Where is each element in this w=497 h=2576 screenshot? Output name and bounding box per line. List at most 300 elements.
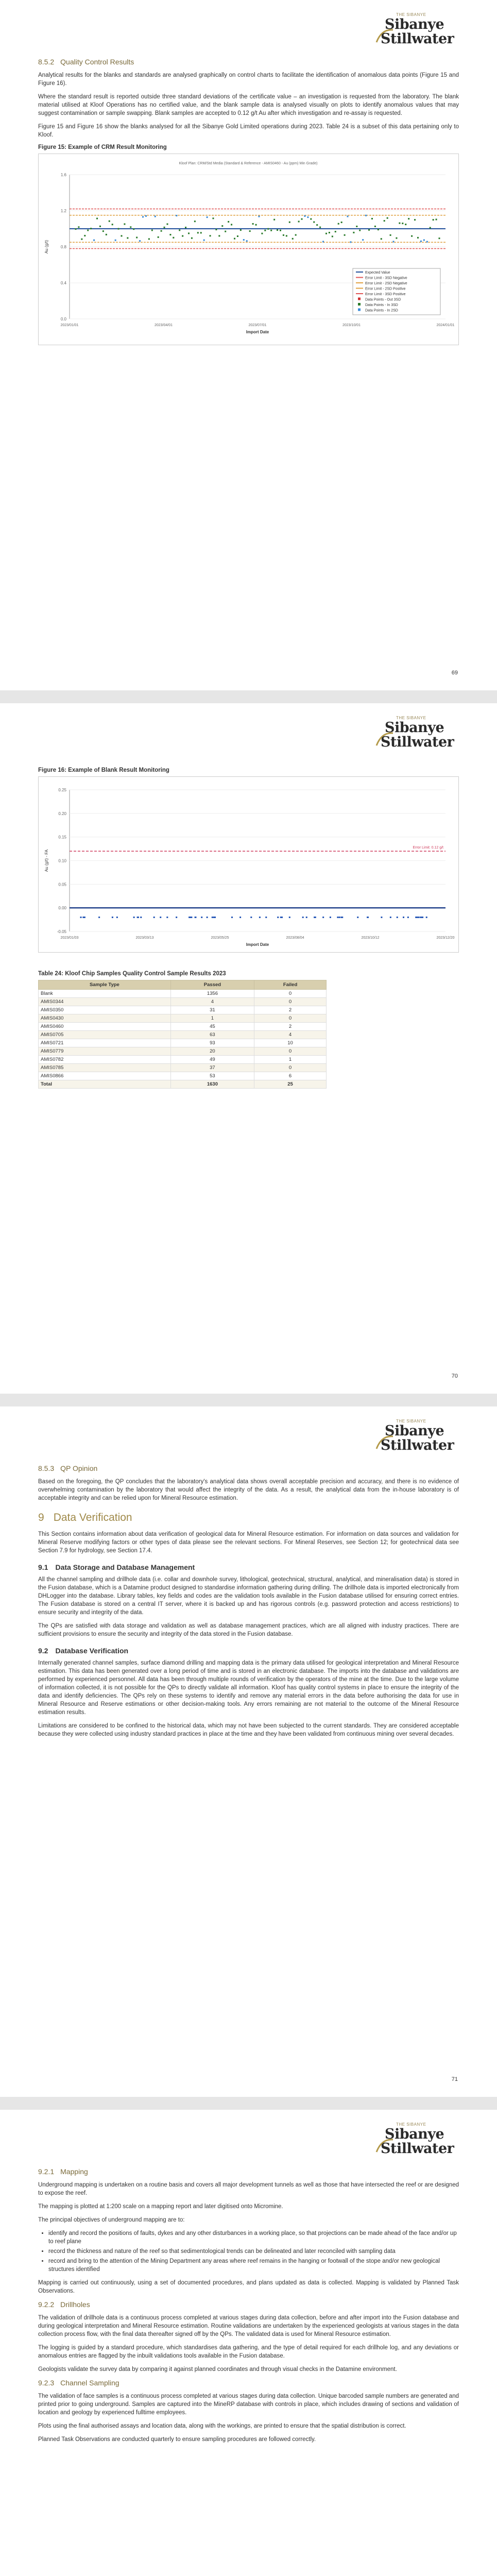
table-row [39, 1039, 327, 1047]
data-point [341, 222, 342, 223]
data-point [420, 241, 422, 242]
table-cell: 45 [170, 1023, 254, 1031]
table-cell: AMIS0430 [39, 1014, 171, 1023]
data-point [378, 229, 379, 230]
data-point [212, 917, 213, 918]
data-point [84, 917, 85, 918]
x-tick-label: 2023/10/01 [342, 324, 361, 327]
chart-header: Kloof Plan: CRM/Std Media (Standard & Reference - AMIS0460 - Au (ppm) Min Grade) [179, 162, 318, 165]
data-point [433, 219, 434, 221]
data-point [304, 215, 305, 217]
table-cell: 1 [254, 1056, 327, 1064]
data-point [139, 240, 141, 242]
data-point [292, 238, 294, 240]
data-point [330, 917, 331, 918]
x-tick-label: 2024/01/01 [436, 324, 455, 327]
data-point [115, 240, 116, 241]
page-71 [0, 1406, 497, 2097]
data-point [399, 223, 400, 224]
data-point [179, 229, 180, 231]
data-point [87, 229, 89, 231]
table-cell: 93 [170, 1039, 254, 1047]
data-point [356, 226, 357, 227]
data-point [316, 224, 318, 226]
x-tick-label: 2023/03/13 [135, 936, 154, 940]
table-cell: 0 [254, 998, 327, 1006]
data-point [195, 917, 196, 918]
page-69 [0, 0, 497, 690]
y-tick-label: 0.25 [58, 788, 66, 792]
paragraph: Planned Task Observations are conducted quarterly to ensure sampling procedures are followed correctly. [38, 2436, 316, 2443]
data-point [381, 238, 382, 240]
data-point [173, 237, 174, 239]
data-point [415, 917, 417, 918]
data-point [93, 240, 95, 241]
data-point [420, 917, 421, 918]
data-point [329, 232, 330, 233]
data-point [339, 917, 340, 918]
data-point [246, 240, 248, 242]
data-point [99, 226, 101, 227]
table-cell: 0 [254, 1047, 327, 1056]
objectives-list [38, 2229, 459, 2274]
data-point [138, 917, 139, 918]
data-point [281, 917, 283, 918]
data-point [408, 218, 409, 219]
data-point [231, 224, 232, 225]
paragraph: Internally generated channel samples, surface diamond drilling and mapping data is the primary data utilised for geological interpretation and Mineral Resource estimation. This data has been generated over a long period of time and is stored in an electronic database. The imports into the database and validations are performed by experienced personnel. All data has been through multiple rounds of verification by the operators of the mine at the time. Due to the large volume of information collected, it is not possible for the QPs to directly validate all information. Kloof has quality control systems in place to ensure the integrity of the data and identify deficiencies. The QPs rely on these systems to identify and remove any material errors in the data before authorising the data for use in Mineral Resource and Reserve estimations or other decision-making tools. Any errors remaining are not material to the outcome of the Mineral Resource estimation results. [38, 1660, 459, 1716]
table-cell: 0 [254, 1064, 327, 1072]
data-point [200, 232, 202, 233]
chapter-heading-9: 9 Data Verification [38, 1512, 132, 1523]
data-point [188, 917, 190, 918]
table-cell: 2 [254, 1006, 327, 1014]
table-row [39, 998, 327, 1006]
x-tick-label: 2023/12/20 [436, 936, 455, 940]
data-point [426, 241, 428, 243]
y-tick-label: 0.10 [58, 858, 66, 863]
x-axis-label: Import Date [246, 942, 269, 947]
data-point [160, 917, 161, 918]
data-point [359, 230, 361, 231]
section-heading-9-2: 9.2 Database Verification [38, 1647, 129, 1655]
paragraph: Figure 15 and Figure 16 show the blanks analysed for all the Sibanye Gold Limited operations during 2023. Table 24 is a subset of this data pertaining only to Kloof. [38, 124, 459, 138]
data-point [407, 917, 409, 918]
data-point [140, 917, 142, 918]
data-point [313, 222, 315, 223]
data-point [396, 238, 397, 239]
data-point [402, 223, 403, 224]
data-point [96, 218, 98, 219]
data-point [417, 917, 418, 918]
page-number: 69 [451, 670, 458, 676]
data-point [109, 221, 110, 222]
data-point [188, 232, 190, 234]
data-point [267, 228, 269, 230]
table-cell: 0 [254, 990, 327, 998]
data-point [357, 917, 358, 918]
data-point [322, 917, 324, 918]
page-number: 71 [451, 2076, 458, 2082]
data-point [84, 235, 85, 236]
data-point [264, 230, 266, 231]
sibanye-stillwater-logo: THE SIBANYE Sibanye Stillwater [372, 1419, 460, 1455]
data-point [374, 226, 376, 227]
data-point [164, 227, 165, 228]
figure-caption: Figure 15: Example of CRM Result Monitoring [38, 144, 167, 150]
table-cell: AMIS0344 [39, 998, 171, 1006]
legend-swatch [358, 303, 361, 306]
data-point [185, 227, 186, 228]
data-point [161, 230, 162, 232]
data-point [252, 223, 254, 225]
table-cell: AMIS0785 [39, 1064, 171, 1072]
sibanye-stillwater-logo: THE SIBANYE Sibanye Stillwater [372, 716, 460, 752]
data-point [259, 917, 261, 918]
data-point [240, 229, 242, 231]
data-point [225, 231, 226, 232]
data-point [347, 216, 349, 217]
legend-label: Expected Value [365, 271, 390, 275]
data-point [403, 917, 404, 918]
data-point [201, 917, 202, 918]
table-cell: 37 [170, 1064, 254, 1072]
y-tick-label: 0.15 [58, 835, 66, 840]
table-cell: 6 [254, 1072, 327, 1080]
data-point [112, 917, 113, 918]
data-point [207, 216, 208, 218]
table-cell: Blank [39, 990, 171, 998]
data-point [298, 221, 300, 223]
data-point [250, 917, 252, 918]
data-point [387, 217, 388, 219]
table-caption: Table 24: Kloof Chip Samples Quality Control Sample Results 2023 [38, 971, 226, 977]
table-cell: 53 [170, 1072, 254, 1080]
data-point [384, 220, 385, 222]
table-cell: 20 [170, 1047, 254, 1056]
data-point [127, 237, 128, 239]
data-point [212, 217, 214, 219]
table-row [39, 1080, 327, 1089]
data-point [335, 231, 336, 232]
paragraph: The validation of face samples is a continuous process completed at various stages during data collection. Unique barcoded sample numbers are generated and printed prior to going underground. Samples are captured into the MineRP database with controls in place, which includes drawing of sections and validation of location and geology by experienced fulltime employees. [38, 2393, 459, 2416]
blank-monitoring-chart [38, 776, 459, 953]
data-point [155, 216, 156, 217]
paragraph: Mapping is carried out continuously, using a set of documented procedures, and plans updated as data is collected. Mapping is validated by Planned Task Observations. [38, 2280, 459, 2294]
data-point [397, 917, 398, 918]
data-point [75, 228, 77, 230]
data-point [213, 917, 215, 918]
table-cell: 25 [254, 1080, 327, 1089]
page-72 [0, 2110, 497, 2576]
table-cell: AMIS0350 [39, 1006, 171, 1014]
data-point [362, 239, 364, 241]
data-point [414, 219, 416, 221]
table-cell: 49 [170, 1056, 254, 1064]
data-point [371, 218, 373, 219]
data-point [116, 917, 118, 918]
list-item: • record the thickness and nature of the reef so that sedimentological trends can be delineated and later reconciled with sampling data [48, 2247, 459, 2256]
table-row [39, 990, 327, 998]
y-tick-label: -0.05 [57, 929, 66, 934]
legend-label: Error Limit - 2SD Positive [365, 287, 406, 291]
data-point [243, 239, 245, 241]
table-row [39, 1031, 327, 1039]
table-cell: AMIS0721 [39, 1039, 171, 1047]
data-point [322, 241, 324, 242]
data-point [307, 216, 309, 218]
data-point [430, 227, 431, 229]
paragraph: The QPs are satisfied with data storage and validation as well as database management practices, which are all aligned with industry practices. There are sufficient provisions to ensure the security and integrity of the data stored in the Fusion database. [38, 1623, 459, 1637]
data-point [80, 917, 82, 918]
data-point [418, 917, 420, 918]
data-point [237, 235, 238, 237]
data-point [203, 240, 205, 241]
data-point [286, 235, 287, 236]
table-row [39, 1006, 327, 1014]
data-point [350, 241, 351, 243]
table-cell: AMIS0779 [39, 1047, 171, 1056]
data-point [261, 233, 263, 234]
y-tick-label: 0.4 [60, 281, 66, 285]
x-tick-label: 2023/10/12 [361, 936, 380, 940]
data-point [325, 233, 327, 234]
data-point [423, 239, 425, 241]
data-point [90, 228, 92, 229]
data-point [194, 221, 196, 222]
data-point [133, 228, 134, 230]
data-point [124, 223, 125, 225]
data-point [301, 218, 303, 220]
data-point [306, 917, 307, 918]
data-point [439, 238, 440, 239]
section-heading-9-1: 9.1 Data Storage and Database Management [38, 1563, 195, 1571]
table-row [39, 1056, 327, 1064]
y-tick-label: 0.20 [58, 811, 66, 816]
y-axis-label: Au (g/t) - FA [44, 849, 49, 872]
data-point [228, 221, 229, 223]
x-tick-label: 2023/07/01 [248, 324, 267, 327]
table-header: Sample Type [39, 980, 171, 990]
data-point [302, 917, 304, 918]
data-point [319, 227, 321, 228]
data-point [289, 917, 290, 918]
table-header: Failed [254, 980, 327, 990]
data-point [270, 230, 272, 231]
data-point [332, 235, 333, 237]
data-point [277, 917, 279, 918]
section-heading-8-5-2: 8.5.2 Quality Control Results [38, 58, 134, 66]
data-point [353, 232, 354, 233]
y-tick-label: 0.00 [58, 906, 66, 911]
table-cell: Total [39, 1080, 171, 1089]
table-header: Passed [170, 980, 254, 990]
table-row [39, 1047, 327, 1056]
data-point [176, 215, 177, 216]
data-point [310, 218, 312, 220]
data-point [390, 234, 391, 236]
sibanye-stillwater-logo: THE SIBANYE Sibanye Stillwater [372, 2122, 460, 2158]
x-axis-label: Import Date [246, 330, 269, 334]
data-point [231, 917, 233, 918]
paragraph: The mapping is plotted at 1:200 scale on a mapping report and later digitised onto Micromine. [38, 2204, 283, 2210]
paragraph: Underground mapping is undertaken on a routine basis and covers all major development tunnels as well as those that have intersected the reef or are designed to expose the reef. [38, 2182, 459, 2196]
x-tick-label: 2023/05/25 [211, 936, 229, 940]
data-point [255, 224, 257, 226]
table-row [39, 1072, 327, 1080]
figure-caption: Figure 16: Example of Blank Result Monitoring [38, 767, 169, 773]
data-point [98, 917, 100, 918]
data-point [148, 238, 150, 240]
paragraph: Based on the foregoing, the QP concludes that the laboratory's analytical data shows overall acceptable precision and accuracy, and there is no evidence of overwhelming contamination by the laboratory that would affect the integrity of the data. As a result, the analytical data from the in-house laboratory is of acceptable integrity and can be relied upon for Mineral Resource estimation. [38, 1479, 459, 1501]
data-point [277, 229, 278, 231]
data-point [411, 235, 413, 237]
data-point [422, 917, 423, 918]
crm-monitoring-chart [38, 154, 459, 345]
paragraph: The logging is guided by a standard procedure, which standardises data gathering, and the type of detail required for each drillhole log, and any deviations or anomalous entries are flagged by the inbuilt validations tools available in the Fusion database. [38, 2345, 459, 2359]
data-point [197, 232, 199, 233]
page-70 [0, 703, 497, 1394]
list-item: • record and bring to the attention of the Mining Department any areas where reef remains in the hanging or footwall of the stope and/or new geological structures identified [48, 2257, 459, 2274]
data-point [234, 238, 235, 240]
data-point [215, 229, 217, 230]
section-heading-9-2-2: 9.2.2 Drillholes [38, 2300, 90, 2309]
data-point [289, 222, 290, 223]
data-point [176, 917, 177, 918]
data-point [169, 234, 171, 235]
data-point [121, 235, 122, 236]
data-point [136, 236, 138, 238]
table-cell: 31 [170, 1006, 254, 1014]
data-point [393, 241, 395, 242]
paragraph: Plots using the final authorised assays and location data, along with the workings, are printed to ensure that the spatial distribution is correct. [38, 2423, 406, 2429]
qc-results-table [38, 980, 327, 1089]
table-cell: 2 [254, 1023, 327, 1031]
data-point [145, 215, 147, 217]
x-tick-label: 2023/08/04 [286, 936, 304, 940]
data-point [280, 230, 281, 231]
table-cell: 1 [170, 1014, 254, 1023]
data-point [338, 223, 339, 225]
data-point [381, 917, 382, 918]
x-tick-label: 2023/01/03 [60, 936, 79, 940]
paragraph: Geologists validate the survey data by comparing it against planned coordinates and through visual checks in the Datamine environment. [38, 2366, 397, 2372]
data-point [265, 917, 267, 918]
data-point [153, 917, 155, 918]
data-point [210, 235, 211, 236]
data-point [130, 226, 131, 228]
legend-label: Data Points - In 3SD [365, 303, 398, 307]
legend-label: Data Points - Out 3SD [365, 298, 401, 302]
data-point [368, 229, 370, 231]
data-point [182, 235, 183, 237]
data-point [158, 236, 159, 238]
data-point [151, 229, 153, 231]
y-tick-label: 0.8 [60, 245, 66, 249]
data-point [191, 238, 193, 239]
data-point [218, 235, 220, 236]
data-point [405, 224, 406, 225]
threshold-label: Error Limit: 0.12 g/t [413, 846, 443, 850]
data-point [426, 917, 427, 918]
section-heading-9-2-1: 9.2.1 Mapping [38, 2167, 88, 2176]
data-point [344, 234, 346, 236]
x-tick-label: 2023/04/01 [154, 324, 173, 327]
legend-box [353, 268, 440, 315]
data-point [365, 215, 367, 216]
page-number: 70 [451, 1373, 458, 1379]
data-point [81, 239, 82, 240]
data-point [142, 216, 144, 217]
table-cell: 4 [170, 998, 254, 1006]
data-point [102, 230, 104, 232]
data-point [249, 230, 251, 232]
sibanye-stillwater-logo: THE SIBANYE Sibanye Stillwater [372, 12, 460, 48]
data-point [295, 234, 297, 236]
data-point [112, 224, 113, 225]
table-cell: AMIS0705 [39, 1031, 171, 1039]
table-cell: 63 [170, 1031, 254, 1039]
table-row [39, 1014, 327, 1023]
y-tick-label: 1.6 [60, 173, 66, 177]
data-point [133, 917, 135, 918]
paragraph: All the channel sampling and drillhole data (i.e. collar and downhole survey, lithological, geotechnical, structural, analytical, and mineralisation data) is stored in the Fusion database, which is a Datamine product designed to standardise information gathering during drilling. The drillhole data is imported electronically from DHLogger into the database. Library tables, key fields and codes are the validation tools available in the Fusion database utilised for ensuring correct entries. The Fusion database is stored on a central IT server, where it is backed up and has rigorous controls (e.g. password protection and access restrictions) to ensure security and integrity of the data. [38, 1577, 459, 1616]
data-point [118, 228, 119, 230]
paragraph: Where the standard result is reported outside three standard deviations of the certificate value – an investigation is requested from the laboratory. The blank material utilised at Kloof Operations has no certified value, and the blank sample data is analysed visually on plots to identify anomalous values that may suggest contamination or sample swapping. Blank samples are accepted to 0.12 g/t Au after which investigation and re-assay is requested. [38, 94, 459, 116]
y-tick-label: 0.0 [60, 317, 66, 321]
x-tick-label: 2023/01/01 [60, 324, 79, 327]
paragraph: This Section contains information about data verification of geological data for Mineral Resource estimation. For information on data sources and validation for Mineral Reserve modifying factors or other types of data please see the relevant sections. For Mineral Reserves, see Section 12; for geotechnical data see Section 7.9 for hydrology, see Section 17.4. [38, 1531, 459, 1554]
data-point [207, 917, 208, 918]
table-cell: 0 [254, 1014, 327, 1023]
data-point [166, 223, 168, 225]
table-row [39, 1064, 327, 1072]
data-point [166, 917, 168, 918]
table-cell: 4 [254, 1031, 327, 1039]
table-cell: 1356 [170, 990, 254, 998]
data-point [337, 917, 338, 918]
section-heading-9-2-3: 9.2.3 Channel Sampling [38, 2379, 119, 2387]
legend-label: Error Limit - 3SD Positive [365, 293, 406, 296]
list-item: • identify and record the positions of faults, dykes and any other disturbances in a working place, so that projections can be made ahead of the face and/or up to reef plane [48, 2229, 459, 2246]
table-cell: AMIS0782 [39, 1056, 171, 1064]
paragraph: The principal objectives of underground mapping are to: [38, 2217, 185, 2223]
data-point [436, 218, 437, 220]
section-heading-8-5-3: 8.5.3 QP Opinion [38, 1464, 98, 1472]
paragraph: Analytical results for the blanks and standards are analysed graphically on control charts to facilitate the identification of anomalous data points (Figure 15 and Figure 16). [38, 72, 459, 87]
data-point [340, 917, 342, 918]
data-point [273, 219, 275, 221]
legend-label: Error Limit - 3SD Negative [365, 276, 407, 280]
table-cell: AMIS0460 [39, 1023, 171, 1031]
data-point [106, 234, 107, 235]
data-point [314, 917, 315, 918]
legend-label: Error Limit - 2SD Negative [365, 282, 407, 285]
table-cell: 10 [254, 1039, 327, 1047]
data-point [258, 216, 260, 217]
y-tick-label: 0.05 [58, 882, 66, 887]
table-cell: AMIS0866 [39, 1072, 171, 1080]
data-point [390, 917, 391, 918]
paragraph: Limitations are considered to be confined to the historical data, which may not have been subjected to the current standards. They are considered acceptable because they were collected using industry standard practices in place at the time and they have been validated from continuous mining over several decades. [38, 1723, 459, 1737]
y-axis-label: Au (g/t) [44, 240, 49, 254]
legend-swatch [358, 309, 361, 311]
paragraph: The validation of drillhole data is a continuous process completed at various stages during data collection, before and after import into the Fusion database and during geological interpretation and Mineral Resource estimation. Routine validations are undertaken by the experienced geologists at various stages in the data collection process flow, with the final data thereafter signed off by the QPs. The validated data is used for Mineral Resource estimation. [38, 2315, 459, 2337]
table-cell: 1630 [170, 1080, 254, 1089]
data-point [367, 917, 369, 918]
data-point [417, 237, 419, 239]
legend-swatch [358, 298, 361, 300]
